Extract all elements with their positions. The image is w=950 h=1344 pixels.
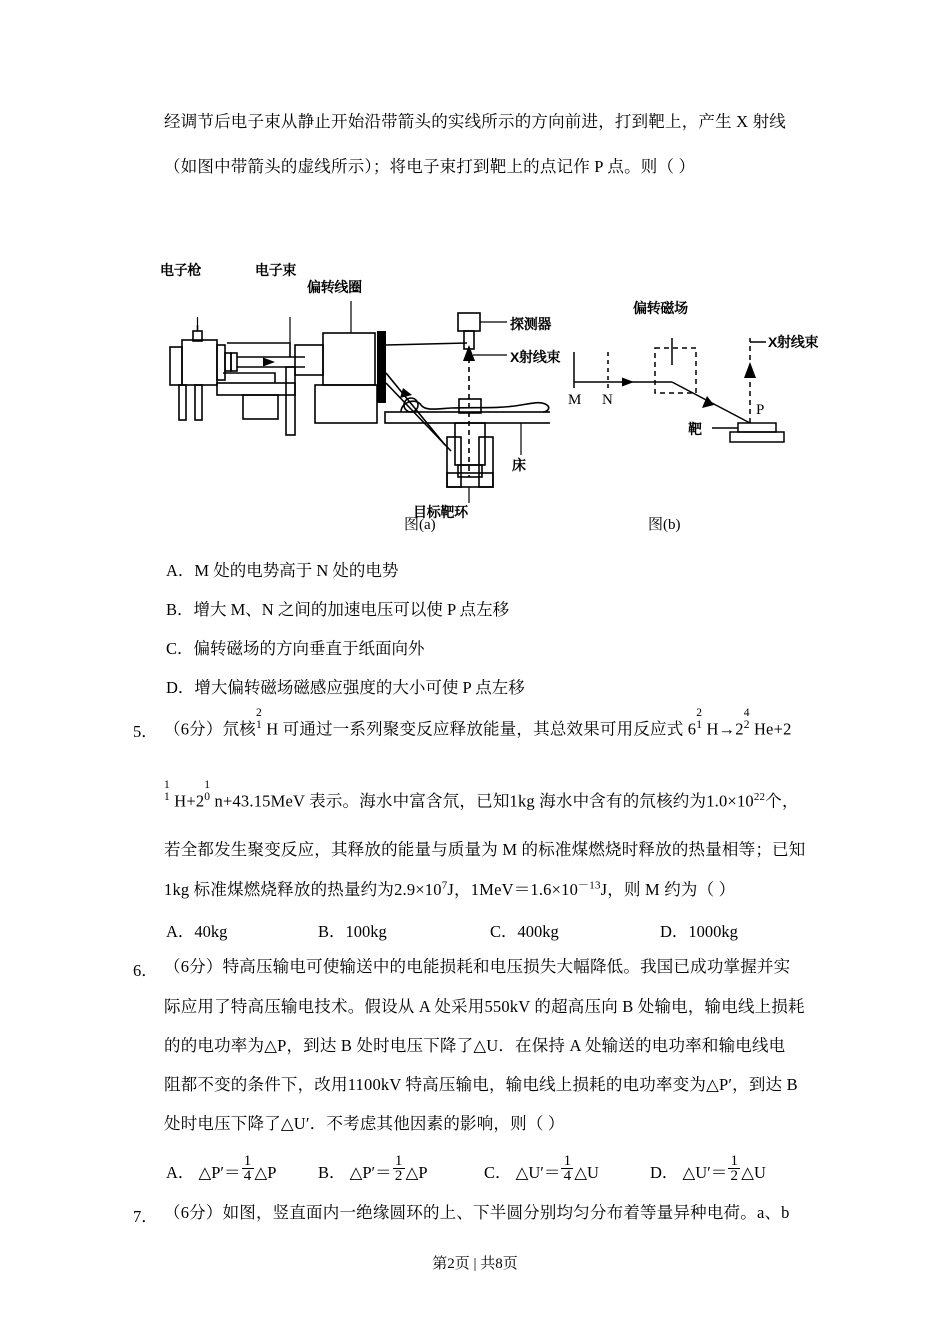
q6-option-d-denominator: 2: [730, 1168, 739, 1184]
label-xray-beam: [510, 347, 560, 367]
q5-line4-c: J，则 M 约为（ ）: [600, 880, 736, 899]
q6-option-a-numerator: 1: [242, 1155, 254, 1169]
q4-option-b[interactable]: [166, 596, 509, 620]
label-bed: 床: [512, 457, 526, 473]
q6-option-b-denominator: 2: [394, 1168, 403, 1184]
q7-number: 7．: [133, 1207, 158, 1226]
q6-option-b-lhs: △P′＝: [349, 1162, 392, 1182]
q6-option-b-fraction: [393, 1155, 405, 1184]
iso-mass-1: 2: [255, 707, 262, 719]
label-target: 靶: [688, 421, 702, 437]
q6-option-b-rhs: △P: [405, 1162, 428, 1182]
q6-option-a-rhs: △P: [254, 1162, 277, 1182]
q5-line4-a: 1kg 标准煤燃烧释放的热量约为2.9×10: [164, 880, 442, 899]
q6-option-a-denominator: 4: [243, 1168, 252, 1184]
label-n: N: [602, 392, 613, 408]
iso-charge-3: 2: [743, 719, 750, 731]
q5-option-d[interactable]: [660, 918, 738, 942]
label-deflection-coil: 偏转线圈: [307, 279, 362, 295]
figure-a-caption-rest: (a): [419, 517, 436, 533]
figure-a-drawing: [155, 295, 550, 510]
q6-option-a-letter: A．: [166, 1162, 195, 1182]
q5-line2-b: n+43.15MeV 表示。海水中富含氘，已知1kg 海水中含有的氘核约为1.0×10: [214, 791, 754, 811]
iso-charge-2: 1: [696, 719, 703, 731]
q6-line-1: [164, 957, 790, 977]
iso-mass-2: 2: [696, 707, 703, 719]
figure-a-caption: [404, 513, 436, 534]
q5-option-a[interactable]: [166, 918, 227, 942]
q6-option-d[interactable]: [650, 1155, 766, 1184]
label-electron-gun: 电子枪: [160, 262, 202, 278]
label-xray-beam-b: [768, 332, 818, 352]
figure-a: [155, 262, 561, 520]
q5-option-d-letter: D．: [660, 922, 689, 941]
q6-option-d-fraction: [728, 1155, 740, 1184]
q5-option-b[interactable]: [318, 918, 387, 942]
q5-line-2: [164, 779, 799, 812]
q4-option-a-letter: A．: [166, 561, 195, 580]
q5-option-d-text: 1000kg: [688, 922, 738, 941]
figure-b: [560, 300, 830, 455]
q7-line1-text: 如图，竖直面内一绝缘圆环的上、下半圆分别均匀分布着等量异种电荷。a、b: [222, 1203, 790, 1222]
label-xray-beam-x: X: [510, 349, 520, 365]
q4-option-a-text: M 处的电势高于 N 处的电势: [194, 561, 399, 580]
label-p: P: [756, 402, 765, 418]
label-deflection-field: 偏转磁场: [633, 300, 688, 316]
q6-option-d-letter: D．: [650, 1162, 679, 1182]
q6-option-c-lhs: △U′＝: [515, 1162, 561, 1182]
q7-line-1: [164, 1203, 790, 1223]
label-xray-beam-b-rest: 射线束: [777, 334, 819, 350]
label-detector: 探测器: [510, 316, 552, 332]
q6-line-2: 际应用了特高压输电技术。假设从 A 处采用550kV 的超高压向 B 处输电，输电线上损耗: [164, 997, 805, 1016]
q5-option-b-letter: B．: [318, 922, 346, 941]
label-electron-beam: 电子束: [255, 262, 297, 278]
q4-option-c[interactable]: [166, 635, 425, 659]
label-xray-beam-rest: 射线束: [519, 349, 561, 365]
label-m: M: [568, 392, 582, 408]
q6-option-b-letter: B．: [318, 1162, 346, 1182]
isotope-neutron: [204, 779, 214, 807]
q6-option-c-denominator: 4: [563, 1168, 572, 1184]
q6-option-d-numerator: 1: [728, 1155, 740, 1169]
q5-line4-b: J，1MeV＝1.6×10: [447, 880, 579, 899]
q5-line4-exponent-1: 7: [441, 879, 448, 892]
q4-option-c-letter: C．: [166, 639, 194, 658]
q4-option-d-letter: D．: [166, 678, 195, 697]
q6-option-b[interactable]: [318, 1155, 428, 1184]
q4-option-a[interactable]: [166, 557, 398, 581]
q6-option-c[interactable]: [484, 1155, 599, 1184]
q7-score: （6分）: [164, 1203, 223, 1222]
q6-option-c-numerator: 1: [561, 1155, 573, 1169]
q6-line1-text: 特高压输电可使输送中的电能损耗和电压损失大幅降低。我国已成功掌握并实: [222, 957, 791, 976]
q5-line2-exponent: 22: [753, 791, 766, 803]
q6-option-a-fraction: [242, 1155, 254, 1184]
q6-score: （6分）: [164, 957, 223, 976]
q6-line-4: 阻都不变的条件下，改用1100kV 特高压输电，输电线上损耗的电功率变为△P′，到达 B: [164, 1075, 798, 1094]
q5-line1-d: He+2: [753, 719, 792, 739]
q5-line4-exponent-2: －13: [578, 879, 601, 892]
stem-line-2: （如图中带箭头的虚线所示）；将电子束打到靶上的点记作 P 点。则（ ）: [164, 157, 696, 176]
q6-option-a-lhs: △P′＝: [198, 1162, 241, 1182]
isotope-helium: [743, 707, 754, 735]
q4-option-b-text: 增大 M、N 之间的加速电压可以使 P 点左移: [193, 600, 510, 619]
q6-option-b-numerator: 1: [393, 1155, 405, 1169]
q6-line-5: 处时电压下降了△U′．不考虑其他因素的影响，则（ ）: [164, 1114, 565, 1133]
q4-option-d[interactable]: [166, 674, 525, 698]
iso-charge-4: 1: [164, 791, 170, 803]
q5-line2-a: H+2: [174, 791, 205, 811]
q6-number: 6．: [133, 961, 158, 980]
q4-option-d-text: 增大偏转磁场磁感应强度的大小可使 P 点左移: [194, 678, 525, 697]
isotope-deuterium-2: [696, 707, 706, 735]
iso-charge-1: 1: [255, 719, 262, 731]
q5-option-c[interactable]: [490, 918, 559, 942]
q6-option-c-rhs: △U: [574, 1162, 599, 1182]
q5-line-3: 若全都发生聚变反应，其释放的能量与质量为 M 的标准煤燃烧时释放的热量相等；已知: [164, 840, 806, 859]
figure-b-caption-rest: (b): [663, 517, 681, 533]
iso-charge-5: 0: [204, 791, 211, 803]
page-footer: 第2页 | 共8页: [432, 1256, 518, 1272]
figure-b-caption-tu: 图: [648, 516, 664, 533]
q6-line-3: 的的电功率为△P，到达 B 处时电压下降了△U．在保持 A 处输送的电功率和输电线电: [164, 1036, 786, 1055]
figure-a-caption-tu: 图: [404, 516, 420, 533]
label-target-ring: 目标靶环: [413, 504, 468, 520]
iso-mass-3: 4: [743, 707, 750, 719]
q5-line1-c: H→2: [706, 719, 744, 739]
q5-score: （6分）: [164, 719, 223, 739]
q6-option-c-letter: C．: [484, 1162, 512, 1182]
q5-line2-c: 个，: [765, 791, 799, 811]
q6-option-d-rhs: △U: [741, 1162, 766, 1182]
q5-line-1: [164, 707, 792, 740]
stem-line-1: 经调节后电子束从静止开始沿带箭头的实线所示的方向前进，打到靶上，产生 X 射线: [164, 112, 786, 131]
q5-option-c-letter: C．: [490, 922, 518, 941]
q5-line-4: [164, 880, 735, 900]
q5-option-b-text: 100kg: [345, 922, 387, 941]
q5-option-a-letter: A．: [166, 922, 195, 941]
isotope-deuterium-1: [255, 707, 266, 735]
q5-number: 5．: [133, 722, 158, 741]
q6-option-a[interactable]: [166, 1155, 276, 1184]
q4-option-b-letter: B．: [166, 600, 194, 619]
label-xray-beam-b-x: X: [768, 334, 778, 350]
q6-option-d-lhs: △U′＝: [682, 1162, 728, 1182]
iso-mass-4: 1: [164, 779, 170, 791]
q4-option-c-text: 偏转磁场的方向垂直于纸面向外: [193, 639, 425, 658]
q5-line1-a: 氘核: [222, 719, 256, 739]
iso-mass-5: 1: [204, 779, 211, 791]
isotope-hydrogen: [164, 779, 174, 807]
q5-option-c-text: 400kg: [517, 922, 559, 941]
figure-b-caption: [648, 513, 681, 534]
q5-line1-b: H 可通过一系列聚变反应释放能量，其总效果可用反应式 6: [266, 719, 697, 739]
q5-option-a-text: 40kg: [194, 922, 228, 941]
q6-option-c-fraction: [561, 1155, 573, 1184]
